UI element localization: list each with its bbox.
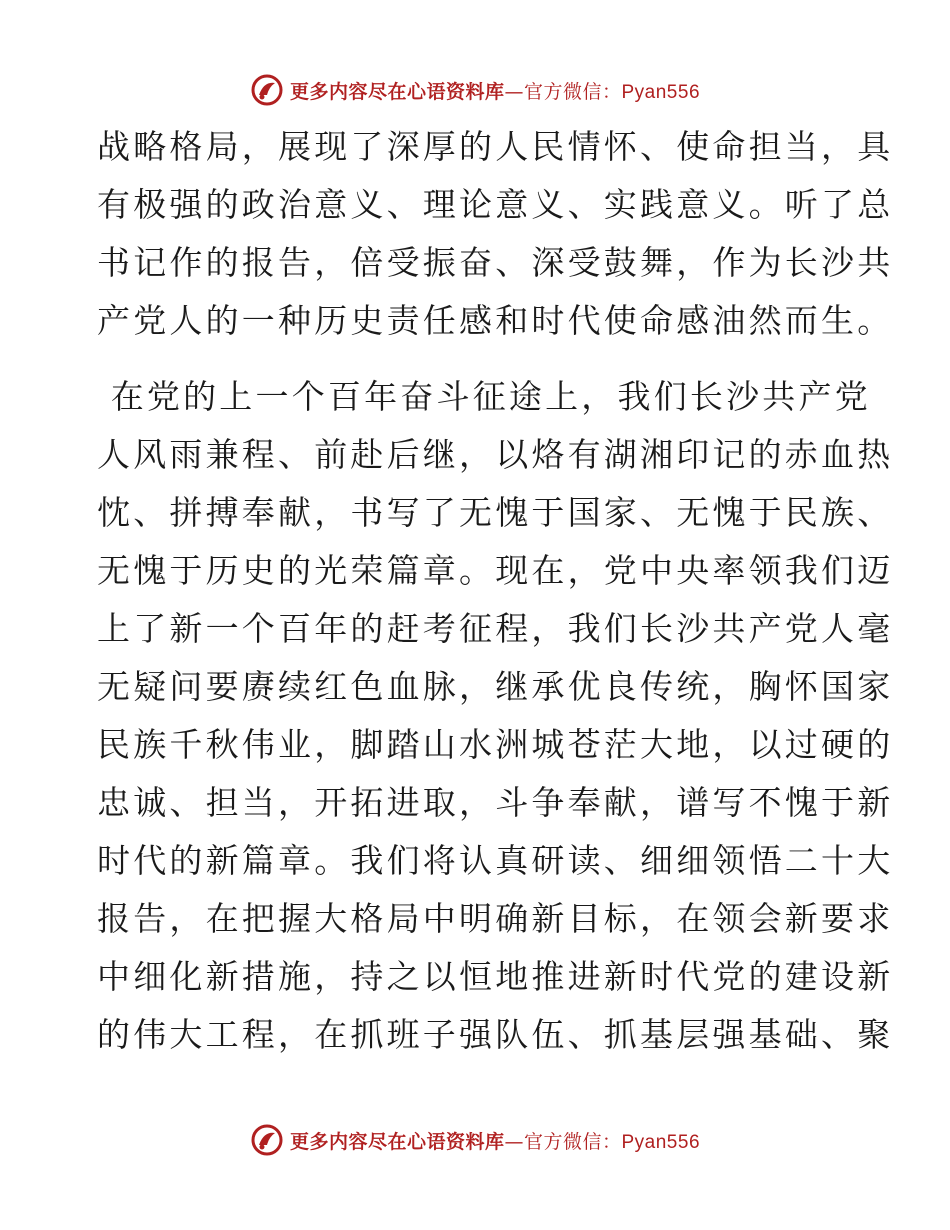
header-banner	[0, 70, 950, 110]
text-line: 人风雨兼程、前赴后继，以烙有湖湘印记的赤血热	[97, 435, 894, 474]
text-line: 产党人的一种历史责任感和时代使命感油然而生。	[97, 301, 894, 340]
paragraph-2	[97, 368, 894, 1064]
text-line: 中细化新措施，持之以恒地推进新时代党的建设新	[97, 957, 894, 996]
footer-banner	[0, 1120, 950, 1160]
seal-logo-icon	[250, 73, 284, 107]
text-line: 上了新一个百年的赶考征程，我们长沙共产党人毫	[97, 609, 894, 648]
header-brand: 更多内容尽在心语资料库	[289, 80, 505, 103]
header-wechat-label: 官方微信：	[523, 80, 622, 103]
text-line: 忱、拼搏奉献，书写了无愧于国家、无愧于民族、	[97, 493, 894, 532]
text-line: 报告，在把握大格局中明确新目标，在领会新要求	[97, 899, 894, 938]
header-separator: —	[504, 80, 524, 103]
header-wechat-id: Pyan556	[621, 81, 701, 103]
text-line: 战略格局，展现了深厚的人民情怀、使命担当，具	[97, 127, 894, 166]
text-line: 民族千秋伟业，脚踏山水洲城苍茫大地，以过硬的	[97, 725, 894, 764]
footer-text	[290, 1127, 700, 1154]
footer-wechat-id: Pyan556	[621, 1131, 701, 1153]
seal-logo-icon	[250, 1123, 284, 1157]
text-line: 时代的新篇章。我们将认真研读、细细领悟二十大	[97, 841, 894, 880]
text-line: 在党的上一个百年奋斗征途上，我们长沙共产党	[97, 377, 871, 416]
footer-brand: 更多内容尽在心语资料库	[289, 1130, 505, 1153]
footer-wechat-label: 官方微信：	[523, 1130, 622, 1153]
text-line: 的伟大工程，在抓班子强队伍、抓基层强基础、聚	[97, 1015, 894, 1054]
text-line: 忠诚、担当，开拓进取，斗争奉献，谱写不愧于新	[97, 783, 894, 822]
document-body	[97, 118, 894, 1064]
header-text	[290, 77, 700, 104]
paragraph-1	[97, 118, 894, 350]
text-line: 书记作的报告，倍受振奋、深受鼓舞，作为长沙共	[97, 243, 894, 282]
text-line: 无愧于历史的光荣篇章。现在，党中央率领我们迈	[97, 551, 894, 590]
footer-separator: —	[504, 1130, 524, 1153]
text-line: 无疑问要赓续红色血脉，继承优良传统，胸怀国家	[97, 667, 894, 706]
text-line: 有极强的政治意义、理论意义、实践意义。听了总	[97, 185, 894, 224]
